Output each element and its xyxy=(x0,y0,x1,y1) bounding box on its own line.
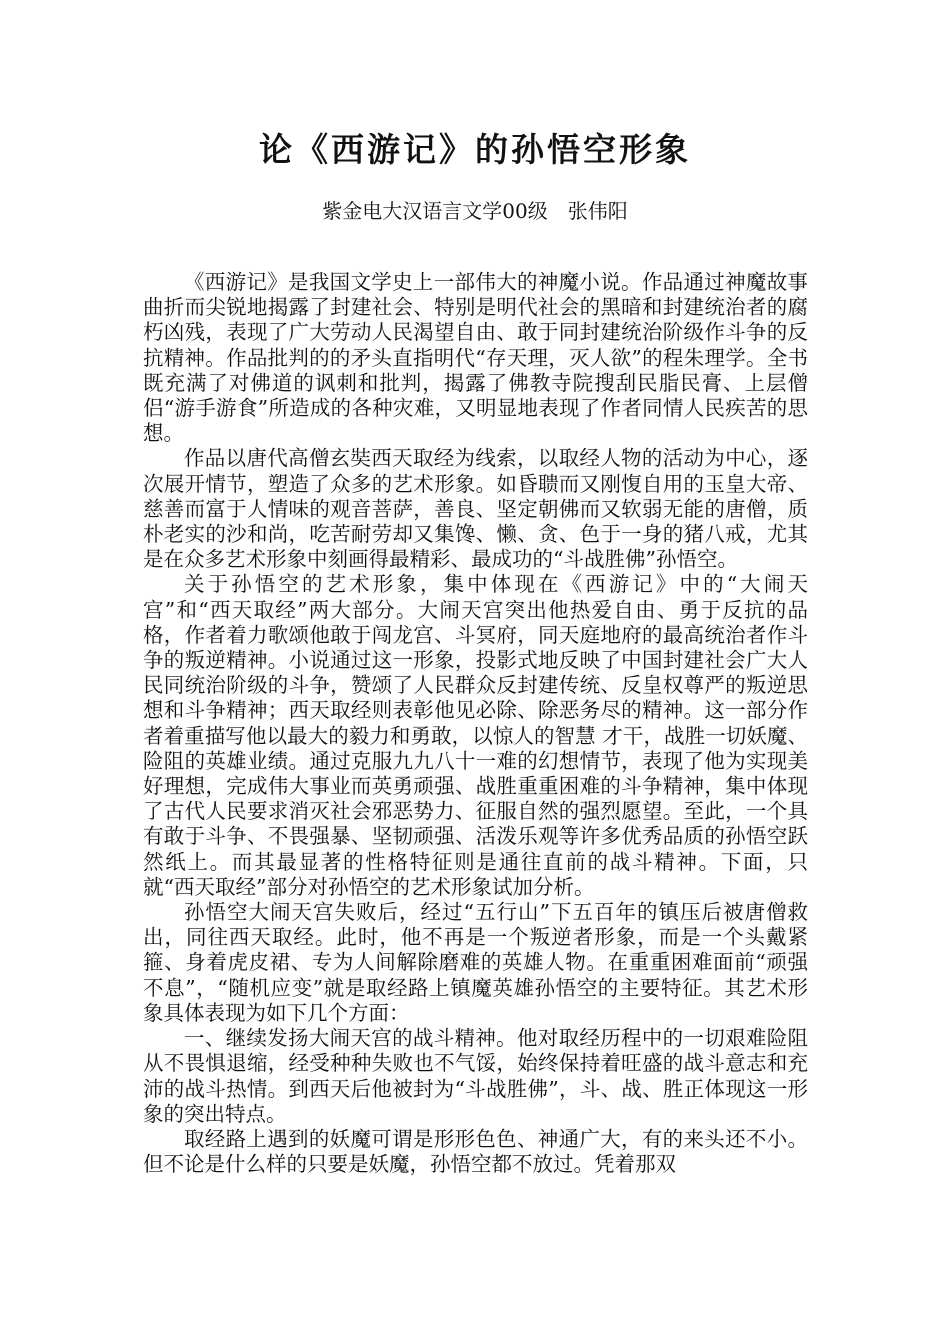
paragraph: 关于孙悟空的艺术形象，集中体现在《西游记》中的“大闹天宫”和“西天取经”两大部分。大闹天宫突出他热爱自由、勇于反抗的品格，作者着力歌颂他敢于闯龙宫、斗冥府，同天庭地府的最高统治者作斗争的叛逆精神。小说通过这一形象，投影式地反映了中国封建社会广大人民同统治阶级的斗争，赞颂了人民群众反封建传统、反皇权尊严的叛逆思想和斗争精神；西天取经则表彰他见必除、除恶务尽的精神。这一部分作者着重描写他以最大的毅力和勇敢，以惊人的智慧 才干，战胜一切妖魔、险阻的英雄业绩。通过克服九九八十一难的幻想情节，表现了他为实现美好理想，完成伟大事业而英勇顽强、战胜重重困难的斗争精神，集中体现了古代人民要求消灭社会邪恶势力、征服自然的强烈愿望。至此，一个具有敢于斗争、不畏强暴、坚韧顽强、活泼乐观等许多优秀品质的孙悟空跃然纸上。而其最显著的性格特征则是通往直前的战斗精神。下面，只就“西天取经”部分对孙悟空的艺术形象试加分析。 xyxy=(143,572,808,899)
document-body xyxy=(143,270,808,1177)
paragraph: 作品以唐代高僧玄奘西天取经为线索，以取经人物的活动为中心，逐次展开情节，塑造了众多的艺术形象。如昏聩而又刚愎自用的玉皇大帝、慈善而富于人情味的观音菩萨，善良、坚定朝佛而又软弱无能的唐僧，质朴老实的沙和尚，吃苦耐劳却又集馋、懒、贪、色于一身的猪八戒，尤其是在众多艺术形象中刻画得最精彩、最成功的“斗战胜佛”孙悟空。 xyxy=(143,446,808,572)
paragraph: 孙悟空大闹天宫失败后，经过“五行山”下五百年的镇压后被唐僧救出，同往西天取经。此时，他不再是一个叛逆者形象，而是一个头戴紧箍、身着虎皮裙、专为人间解除磨难的英雄人物。在重重困难面前“顽强不息”，“随机应变”就是取经路上镇魔英雄孙悟空的主要特征。其艺术形象具体表现为如下几个方面： xyxy=(143,900,808,1025)
paragraph: 取经路上遇到的妖魔可谓是形形色色、神通广大，有的来头还不小。但不论是什么样的只要是妖魔，孙悟空都不放过。凭着那双 xyxy=(143,1126,808,1177)
document-byline: 紫金电大汉语言文学00级 张伟阳 xyxy=(322,199,628,223)
document-title: 论《西游记》的孙悟空形象 xyxy=(259,130,691,169)
paragraph: 一、继续发扬大闹天宫的战斗精神。他对取经历程中的一切艰难险阻从不畏惧退缩，经受种种失败也不气馁，始终保持着旺盛的战斗意志和充沛的战斗热情。到西天后他被封为“斗战胜佛”，斗、战、胜正体现这一形象的突出特点。 xyxy=(143,1026,808,1126)
paragraph: 《西游记》是我国文学史上一部伟大的神魔小说。作品通过神魔故事曲折而尖锐地揭露了封建社会、特别是明代社会的黑暗和封建统治者的腐朽凶残，表现了广大劳动人民渴望自由、敢于同封建统治阶级作斗争的反抗精神。作品批判的的矛头直指明代“存天理，灭人欲”的程朱理学。全书既充满了对佛道的讽刺和批判，揭露了佛教寺院搜刮民脂民膏、上层僧侣“游手游食”所造成的各种灾难，又明显地表现了作者同情人民疾苦的思想。 xyxy=(143,270,808,446)
